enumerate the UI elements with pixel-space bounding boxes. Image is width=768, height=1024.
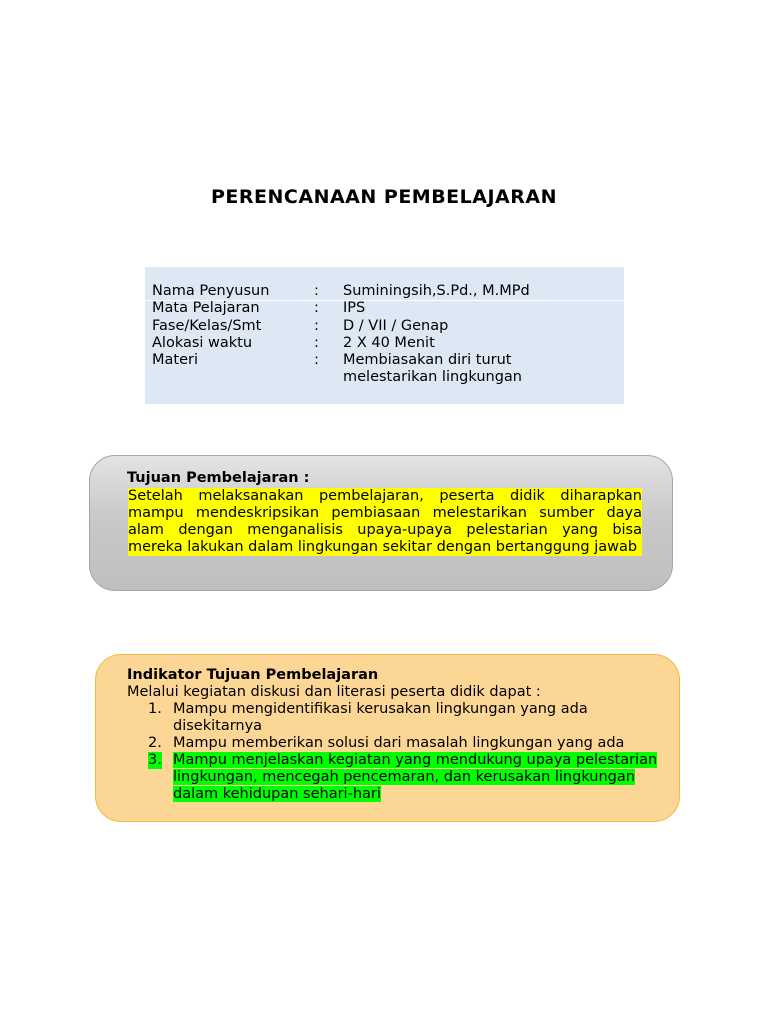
list-item-text: Mampu mengidentifikasi kerusakan lingkungan yang ada disekitarnya bbox=[173, 701, 588, 734]
page-title: PERENCANAAN PEMBELAJARAN bbox=[211, 186, 557, 208]
info-colon: : bbox=[314, 300, 319, 316]
list-item bbox=[148, 735, 668, 752]
info-value: D / VII / Genap bbox=[343, 318, 449, 334]
info-value-continued: melestarikan lingkungan bbox=[343, 369, 522, 385]
info-value: IPS bbox=[343, 300, 366, 316]
list-item-number: 2. bbox=[148, 735, 162, 751]
list-item-highlighted bbox=[148, 752, 668, 803]
info-label: Alokasi waktu bbox=[152, 335, 253, 351]
info-value: 2 X 40 Menit bbox=[343, 335, 435, 351]
indikator-heading: Indikator Tujuan Pembelajaran bbox=[127, 667, 379, 683]
tujuan-heading: Tujuan Pembelajaran : bbox=[127, 470, 310, 486]
indikator-list bbox=[148, 701, 668, 803]
list-item-text: Mampu menjelaskan kegiatan yang mendukung upaya pelestarian lingkungan, mencegah pencemaran, dan kerusakan lingkungan dalam kehidupan sehari-hari bbox=[173, 752, 658, 802]
info-table bbox=[145, 267, 624, 404]
list-item bbox=[148, 701, 668, 735]
info-colon: : bbox=[314, 318, 319, 334]
info-colon: : bbox=[314, 335, 319, 351]
info-value: Membiasakan diri turut bbox=[343, 352, 512, 368]
tujuan-text: Setelah melaksanakan pembelajaran, peserta didik diharapkan mampu mendeskripsikan pembiasaan melestarikan sumber daya alam dengan menganalisis upaya-upaya pelestarian yang bisa mereka lakukan dalam lingkungan sekitar dengan bertanggung jawab bbox=[128, 488, 642, 555]
info-label: Nama Penyusun bbox=[152, 283, 270, 299]
indikator-box bbox=[95, 654, 680, 822]
info-label: Mata Pelajaran bbox=[152, 300, 260, 316]
list-item-number: 3. bbox=[148, 752, 162, 768]
info-label: Fase/Kelas/Smt bbox=[152, 318, 262, 334]
indikator-intro: Melalui kegiatan diskusi dan literasi peserta didik dapat : bbox=[127, 684, 541, 700]
info-colon: : bbox=[314, 283, 319, 299]
list-item-number: 1. bbox=[148, 701, 162, 717]
info-label: Materi bbox=[152, 352, 198, 368]
tujuan-pembelajaran-box bbox=[89, 455, 673, 591]
list-item-text: Mampu memberikan solusi dari masalah lingkungan yang ada bbox=[173, 735, 625, 751]
info-colon: : bbox=[314, 352, 319, 368]
info-value: Suminingsih,S.Pd., M.MPd bbox=[343, 283, 530, 299]
